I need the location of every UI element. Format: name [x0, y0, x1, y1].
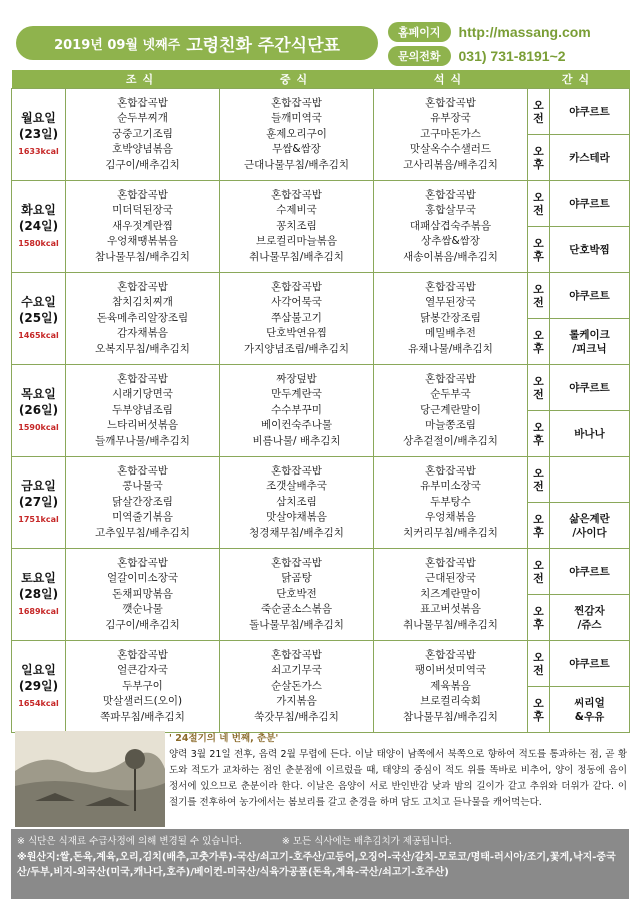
menu-item: 짜장덮밥: [276, 372, 317, 385]
menu-item: 혼합잡곡밥: [117, 556, 168, 569]
day-label: [12, 181, 66, 273]
menu-item: 상추겉절이/배추김치: [403, 434, 498, 447]
snack-pm: 삶은계란 /사이다: [550, 503, 630, 549]
snack-am: 야쿠르트: [550, 365, 630, 411]
menu-item: 맛살야채볶음: [266, 511, 327, 524]
column-breakfast: 조식: [66, 70, 220, 89]
day-kcal: 1633kcal: [18, 146, 59, 156]
menu-item: 고구마돈가스: [420, 127, 481, 140]
day-kcal: 1751kcal: [18, 514, 59, 524]
homepage-row: [388, 22, 591, 42]
day-label: [12, 457, 66, 549]
snack-pm: 바나나: [550, 411, 630, 457]
menu-item: 혼합잡곡밥: [271, 96, 322, 109]
menu-item: 순살돈가스: [271, 679, 322, 692]
snack-pm-label: 오 후: [528, 595, 550, 641]
menu-item: 비름나물/ 배추김치: [252, 434, 341, 447]
menu-item: 들깨무나물/배추김치: [95, 434, 190, 447]
menu-item: 만두계란국: [271, 388, 322, 401]
day-row-top: [12, 365, 630, 411]
phone-row: [388, 46, 566, 66]
menu-item: 혼합잡곡밥: [117, 648, 168, 661]
menu-item: 혼합잡곡밥: [425, 464, 476, 477]
menu-item: 참나물무침/배추김치: [95, 250, 190, 263]
footer-notes: [17, 833, 623, 847]
menu-item: 치즈계란말이: [420, 587, 481, 600]
menu-item: 감자채볶음: [117, 327, 168, 340]
title-main: 고령친화 주간식단표: [186, 35, 340, 56]
snack-pm: 카스테라: [550, 135, 630, 181]
menu-item: 미더덕된장국: [112, 204, 173, 217]
snack-am-label: 오 전: [528, 549, 550, 595]
menu-item: 오복지무침/배추김치: [95, 342, 190, 355]
day-date: (23일): [18, 126, 59, 141]
menu-item: 무쌈&쌈장: [272, 143, 321, 156]
day-name: 토요일: [21, 570, 56, 585]
day-date: (28일): [18, 586, 59, 601]
menu-item: 닭곰탕: [281, 572, 312, 585]
meal-breakfast: [66, 641, 220, 733]
menu-item: 느타리버섯볶음: [106, 419, 178, 432]
menu-item: 홍합살무국: [425, 204, 476, 217]
menu-item: 치커리무침/배추김치: [403, 526, 498, 539]
phone-number: 031) 731-8191~2: [458, 48, 566, 64]
menu-item: 순두부국: [430, 388, 471, 401]
snack-am: 야쿠르트: [550, 181, 630, 227]
season-body: 양력 3월 21일 전후, 음력 2월 무렵에 든다. 이날 태양이 남쪽에서 북쪽으로 향하여 적도를 통과하는 점, 곧 황도와 적도가 교차하는 점인 춘분점에 이르렀을 때, 태양의 중심이 적도 위를 똑바로 비추어, 양이 정동에 음이 정서에 있으므로 춘분이라 한다. 이날은 음양이 서로 반인반감 낮과 밤의 길이가 같고 추위와 더위가 같다. 이 절기를 전후하여 농가에서는 봄보리를 갈고 춘경을 하며 담도 고치고 듣나물을 캐어먹는다.: [169, 749, 627, 808]
menu-item: 혼합잡곡밥: [425, 96, 476, 109]
menu-item: 궁중고기조림: [112, 127, 173, 140]
menu-item: 조갯살배추국: [266, 480, 327, 493]
meal-lunch: [220, 457, 374, 549]
day-kcal: 1689kcal: [18, 606, 59, 616]
footer-note-kimchi: ※ 모든 식사에는 배추김치가 제공됩니다.: [281, 836, 452, 847]
menu-item: 혼합잡곡밥: [117, 188, 168, 201]
day-name: 수요일: [21, 294, 56, 309]
menu-item: 김구이/배추김치: [105, 618, 180, 631]
meal-dinner: [374, 89, 528, 181]
day-kcal: 1654kcal: [18, 698, 59, 708]
meal-breakfast: [66, 365, 220, 457]
day-row-top: [12, 181, 630, 227]
menu-item: 쪽파무침/배추김치: [100, 710, 185, 723]
day-name: 화요일: [21, 202, 56, 217]
menu-item: 혼합잡곡밥: [271, 464, 322, 477]
menu-item: 수수부꾸미: [271, 403, 322, 416]
menu-item: 혼합잡곡밥: [425, 648, 476, 661]
meal-dinner: [374, 273, 528, 365]
snack-pm-label: 오 후: [528, 411, 550, 457]
snack-am: [550, 457, 630, 503]
menu-item: 혼합잡곡밥: [271, 188, 322, 201]
menu-item: 혼합잡곡밥: [271, 556, 322, 569]
snack-pm: 씨리얼 &우유: [550, 687, 630, 733]
snack-pm-label: 오 후: [528, 319, 550, 365]
meal-dinner: [374, 181, 528, 273]
menu-item: 청경채무침/배추김치: [249, 526, 344, 539]
menu-item: 취나물무침/배추김치: [403, 618, 498, 631]
meal-dinner: [374, 365, 528, 457]
menu-item: 유부장국: [430, 112, 471, 125]
menu-item: 제육볶음: [430, 679, 471, 692]
menu-item: 유부미소장국: [420, 480, 481, 493]
snack-am-label: 오 전: [528, 457, 550, 503]
menu-item: 꽁치조림: [276, 219, 317, 232]
menu-item: 훈제오리구이: [266, 127, 327, 140]
menu-item: 팽이버섯미역국: [414, 664, 486, 677]
page-title: [16, 26, 378, 60]
homepage-label: 홈페이지: [388, 22, 451, 42]
meal-breakfast: [66, 457, 220, 549]
meal-lunch: [220, 89, 374, 181]
menu-item: 유채나물/배추김치: [408, 342, 493, 355]
menu-item: 두부탕수: [430, 495, 471, 508]
homepage-link[interactable]: http://massang.com: [458, 24, 591, 40]
meal-dinner: [374, 549, 528, 641]
menu-item: 단호박연유찜: [266, 327, 327, 340]
menu-item: 취나물무침/배추김치: [249, 250, 344, 263]
day-row-top: [12, 641, 630, 687]
menu-item: 혼합잡곡밥: [117, 280, 168, 293]
menu-item: 혼합잡곡밥: [425, 188, 476, 201]
menu-item: 두부구이: [122, 679, 163, 692]
day-date: (25일): [18, 310, 59, 325]
menu-item: 상추쌈&쌈장: [421, 235, 480, 248]
menu-item: 근대된장국: [425, 572, 476, 585]
menu-item: 가지양념조림/배추김치: [244, 342, 349, 355]
menu-item: 표고버섯볶음: [420, 603, 481, 616]
day-label: [12, 549, 66, 641]
column-lunch: 중식: [220, 70, 374, 89]
snack-am: 야쿠르트: [550, 89, 630, 135]
menu-item: 혼합잡곡밥: [271, 648, 322, 661]
menu-item: 두부양념조림: [112, 403, 173, 416]
snack-pm-label: 오 후: [528, 227, 550, 273]
snack-pm: 단호박찜: [550, 227, 630, 273]
snack-pm-label: 오 후: [528, 503, 550, 549]
meal-dinner: [374, 641, 528, 733]
meal-dinner: [374, 457, 528, 549]
column-snack: 간식: [528, 70, 630, 89]
footer-note-change: ※ 식단은 식재료 수급사정에 의해 변경될 수 있습니다.: [17, 836, 242, 847]
menu-item: 가지볶음: [276, 695, 317, 708]
meal-breakfast: [66, 273, 220, 365]
snack-pm-label: 오 후: [528, 687, 550, 733]
meal-breakfast: [66, 89, 220, 181]
menu-item: 닭봉간장조림: [420, 311, 481, 324]
menu-item: 쇠고기무국: [271, 664, 322, 677]
day-row-top: [12, 457, 630, 503]
meal-lunch: [220, 365, 374, 457]
day-kcal: 1580kcal: [18, 238, 59, 248]
day-date: (24일): [18, 218, 59, 233]
menu-item: 메밀배추전: [425, 327, 476, 340]
menu-item: 맛살샐러드(오이): [102, 695, 183, 708]
day-row-top: [12, 549, 630, 595]
landscape-painting-icon: [15, 731, 165, 827]
menu-item: 김구이/배추김치: [105, 158, 180, 171]
menu-item: 마늘쫑조림: [425, 419, 476, 432]
menu-item: 새우젓계란찜: [112, 219, 173, 232]
menu-item: 대패삼겹숙주볶음: [409, 219, 492, 232]
menu-item: 혼합잡곡밥: [425, 556, 476, 569]
day-label: [12, 273, 66, 365]
menu-item: 호박양념볶음: [112, 143, 173, 156]
menu-item: 혼합잡곡밥: [117, 372, 168, 385]
day-row-top: [12, 273, 630, 319]
menu-item: 얼갈이미소장국: [106, 572, 178, 585]
snack-pm: 롤케이크 /피크닉: [550, 319, 630, 365]
snack-pm-label: 오 후: [528, 135, 550, 181]
menu-item: 열무된장국: [425, 296, 476, 309]
day-kcal: 1590kcal: [18, 422, 59, 432]
menu-item: 새송이볶음/배추김치: [403, 250, 498, 263]
day-label: [12, 365, 66, 457]
day-name: 금요일: [21, 478, 56, 493]
menu-item: 쭈삼불고기: [271, 311, 322, 324]
snack-am: 야쿠르트: [550, 549, 630, 595]
menu-item: 쑥갓무침/배추김치: [254, 710, 339, 723]
snack-am-label: 오 전: [528, 641, 550, 687]
day-kcal: 1465kcal: [18, 330, 59, 340]
day-date: (29일): [18, 678, 59, 693]
day-name: 월요일: [21, 110, 56, 125]
menu-item: 혼합잡곡밥: [117, 96, 168, 109]
menu-item: 시래기당면국: [112, 388, 173, 401]
day-label: [12, 89, 66, 181]
meal-lunch: [220, 273, 374, 365]
snack-am: 야쿠르트: [550, 641, 630, 687]
menu-item: 단호박전: [276, 587, 317, 600]
table-header-row: [12, 70, 630, 89]
snack-am: 야쿠르트: [550, 273, 630, 319]
snack-pm: 찐감자 /쥬스: [550, 595, 630, 641]
header: [16, 16, 624, 68]
menu-item: 미역줄기볶음: [112, 511, 173, 524]
menu-item: 돈육메추리알장조림: [96, 311, 189, 324]
snack-am-label: 오 전: [528, 181, 550, 227]
menu-item: 돌나물무침/배추김치: [249, 618, 344, 631]
meal-breakfast: [66, 549, 220, 641]
menu-item: 브로컬리숙회: [420, 695, 481, 708]
menu-item: 참치김치찌개: [112, 296, 173, 309]
footer: [11, 829, 629, 899]
menu-item: 베이컨숙주나물: [260, 419, 332, 432]
snack-am-label: 오 전: [528, 89, 550, 135]
day-row-top: [12, 89, 630, 135]
day-label: [12, 641, 66, 733]
menu-item: 당근계란말이: [420, 403, 481, 416]
meal-lunch: [220, 549, 374, 641]
menu-item: 우엉채땡볶볶음: [106, 235, 178, 248]
title-date: 2019년 09월 넷째주: [54, 37, 181, 53]
menu-item: 수제비국: [276, 204, 317, 217]
origin-info: ※원산지:쌀,돈육,계육,오리,김치(배추,고춧가루)-국산/쇠고기-호주산/고등어,오징어-국산/갈치-모로코/명태-러시아/조기,꽃게,낙지-중국산/두부,비지-외국산(미국,캐나다,호주)/베이컨-미국산/식육가공품(돈육,계육-국산/쇠고기-호주산): [17, 852, 616, 878]
menu-item: 돈채피망볶음: [112, 587, 173, 600]
day-name: 일요일: [21, 662, 56, 677]
season-info: [15, 731, 627, 827]
menu-item: 고추잎무침/배추김치: [95, 526, 190, 539]
menu-item: 사각어묵국: [271, 296, 322, 309]
meal-lunch: [220, 181, 374, 273]
snack-am-label: 오 전: [528, 365, 550, 411]
day-name: 목요일: [21, 386, 56, 401]
menu-item: 맛살옥수수샐러드: [409, 143, 492, 156]
season-description: [169, 731, 627, 811]
menu-item: 콩나물국: [122, 480, 163, 493]
meal-lunch: [220, 641, 374, 733]
corner-cell: [12, 70, 66, 89]
day-date: (27일): [18, 494, 59, 509]
menu-item: 근대나물무침/배추김치: [244, 158, 349, 171]
menu-item: 혼합잡곡밥: [117, 464, 168, 477]
menu-item: 죽순굴소스볶음: [260, 603, 332, 616]
weekly-menu-table: [11, 70, 630, 733]
menu-item: 순두부찌개: [117, 112, 168, 125]
phone-label: 문의전화: [388, 46, 451, 66]
snack-am-label: 오 전: [528, 273, 550, 319]
meal-breakfast: [66, 181, 220, 273]
day-date: (26일): [18, 402, 59, 417]
menu-item: 브로컬리마늘볶음: [255, 235, 338, 248]
menu-item: 깻순나물: [122, 603, 163, 616]
menu-item: 우엉채볶음: [425, 511, 476, 524]
menu-item: 삼치조림: [276, 495, 317, 508]
column-dinner: 석식: [374, 70, 528, 89]
menu-item: 혼합잡곡밥: [271, 280, 322, 293]
menu-item: 참나물무침/배추김치: [403, 710, 498, 723]
menu-item: 들깨미역국: [271, 112, 322, 125]
menu-item: 고사리볶음/배추김치: [403, 158, 498, 171]
menu-item: 얼큰감자국: [117, 664, 168, 677]
menu-item: 닭살간장조림: [112, 495, 173, 508]
menu-item: 혼합잡곡밥: [425, 280, 476, 293]
menu-item: 혼합잡곡밥: [425, 372, 476, 385]
season-title: ' 24절기의 네 번째, 춘분': [169, 733, 279, 744]
